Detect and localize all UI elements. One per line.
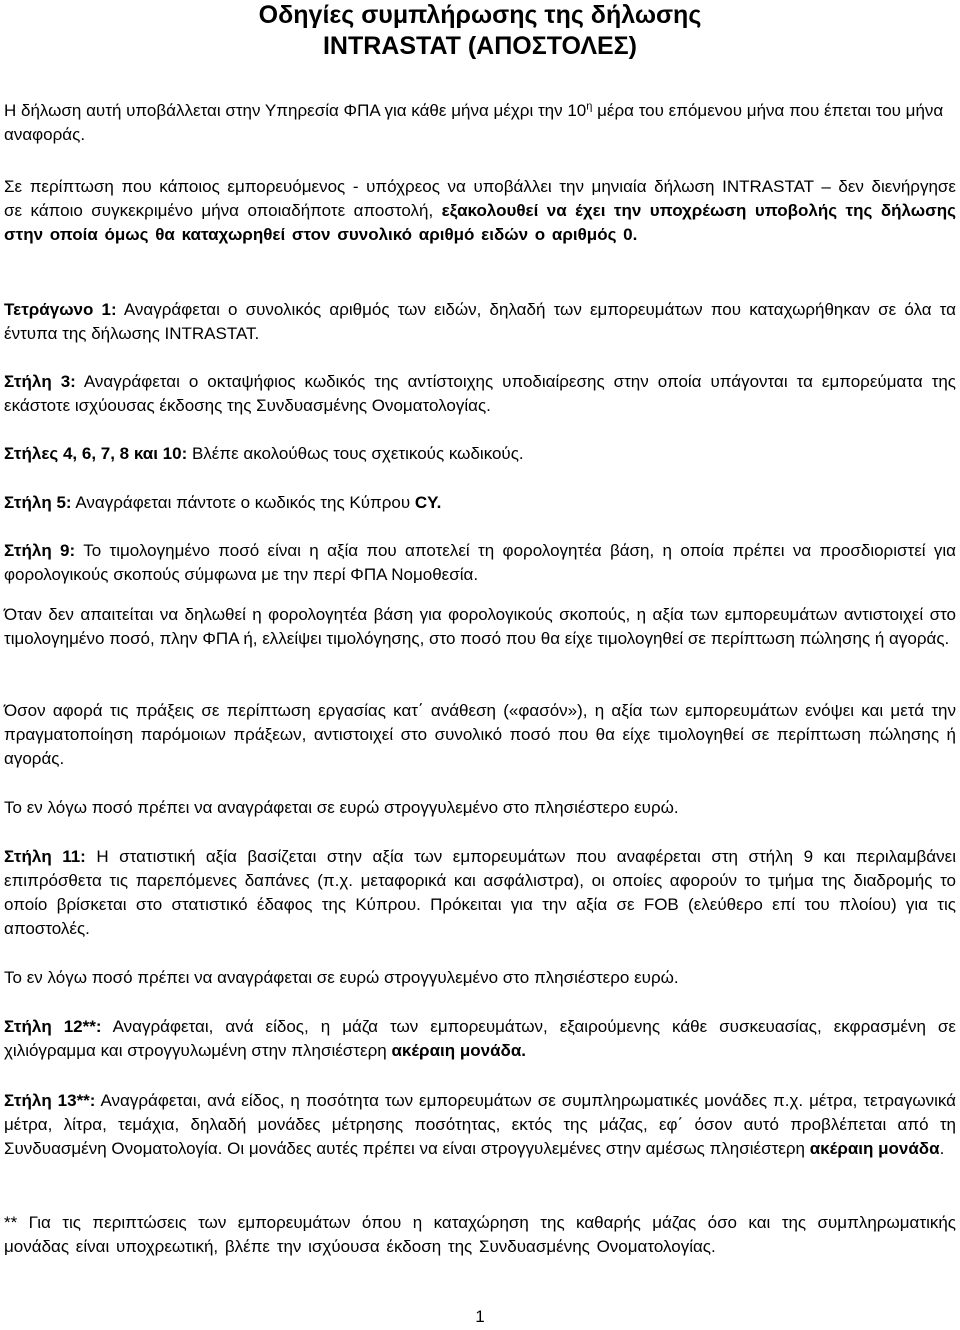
col11-text: Η στατιστική αξία βασίζεται στην αξία των εμπορευμάτων που αναφέρεται στη στήλη 9 και περιλαμβάνει επιπρόσθετα τις παρεπόμενες δαπάνες (π.χ. μεταφορικά και ασφάλιστρα), οι οποίες αφορούν το τμήμα της διαδρομής το οποίο βρίσκεται στο στατιστικό έδαφος της Κύπρου. Πρόκειται για την αξία σε FOB (ελεύθερο επί του πλοίου) για τις αποστολές. [4,847,956,938]
document-title-line1: Οδηγίες συμπλήρωσης της δήλωσης [258,1,702,29]
intro-superscript: η [586,100,593,113]
col5-text: Αναγράφεται πάντοτε ο κωδικός της Κύπρου [71,493,415,512]
col3-text: Αναγράφεται ο οκταψήφιος κωδικός της αντίστοιχης υποδιαίρεσης στην οποία υπάγονται τα εμπορεύματα της εκάστοτε ισχύουσας έκδοσης της Συνδυασμένης Ονοματολογίας. [4,372,956,415]
col3-label: Στήλη 3: [4,372,76,391]
col12-label: Στήλη 12**: [4,1017,102,1036]
cols-misc-label: Στήλες 4, 6, 7, 8 και 10: [4,444,188,463]
col12-paragraph [4,1015,956,1063]
col9-label: Στήλη 9: [4,541,76,560]
nil-declaration-bold: εξακολουθεί να έχει την υποχρέωση υποβολής της δήλωσης στην οποία όμως θα καταχωρηθεί στον συνολικό αριθμό ειδών ο αριθμός 0. [4,201,956,244]
col13-text: Αναγράφεται, ανά είδος, η ποσότητα των εμπορευμάτων σε συμπληρωματικές μονάδες π.χ. μέτρα, τετραγωνικά μέτρα, λίτρα, τεμάχια, δηλαδή μονάδες μέτρησης ποσότητας, εκτός της μάζας, εφ΄ όσον αυτό προβλέπεται από τη Συνδυασμένη Ονοματολογία. Οι μονάδες αυτές πρέπει να είναι στρογγυλεμένες στην αμέσως πλησιέστερη [4,1091,956,1158]
col11-label: Στήλη 11: [4,847,86,866]
col13-tail: . [939,1139,945,1158]
page-number: 1 [475,1307,485,1326]
box1-paragraph [4,298,956,346]
col9-note3-paragraph: Το εν λόγω ποσό πρέπει να αναγράφεται σε ευρώ στρογγυλεμένο στο πλησιέστερο ευρώ. [4,798,679,817]
col9-note2-paragraph: Όσον αφορά τις πράξεις σε περίπτωση εργασίας κατ΄ ανάθεση («φασόν»), η αξία των εμπορευμάτων ενόψει και μετά την πραγματοποίηση παρόμοιων πράξεων, αντιστοιχεί στο συνολικό ποσό που θα είχε τιμολογηθεί σε περίπτωση πώλησης ή αγοράς. [4,701,956,768]
col9-paragraph [4,539,956,587]
intro-text: Η δήλωση αυτή υποβάλλεται στην Υπηρεσία ΦΠΑ για κάθε μήνα μέχρι την 10 [4,101,587,120]
col12-bold-end: ακέραιη μονάδα. [391,1041,527,1060]
col13-bold-end: ακέραιη μονάδα [809,1139,940,1158]
document-title-line2: INTRASTAT (ΑΠΟΣΤΟΛΕΣ) [322,32,638,60]
intro-text-end: μέρα του επόμενου μήνα που έπεται του μήνα αναφοράς. [4,101,944,144]
col9-text: Το τιμολογημένο ποσό είναι η αξία που αποτελεί τη φορολογητέα βάση, η οποία πρέπει να προσδιοριστεί για φορολογικούς σκοπούς σύμφωνα με την περί ΦΠΑ Νομοθεσία. [4,541,957,584]
box1-label: Τετράγωνο 1: [4,300,117,319]
col5-label: Στήλη 5: [4,493,72,512]
cols-misc-paragraph [4,442,956,466]
cols-misc-text: Βλέπε ακολούθως τους σχετικούς κωδικούς. [187,444,524,463]
box1-text: Αναγράφεται ο συνολικός αριθμός των ειδών, δηλαδή των εμπορευμάτων που καταχωρήθηκαν σε όλα τα έντυπα της δήλωσης INTRASTAT. [4,300,956,343]
footnote-paragraph: ** Για τις περιπτώσεις των εμπορευμάτων όπου η καταχώρηση της καθαρής μάζας όσο και της συμπληρωματικής μονάδας είναι υποχρεωτική, βλέπε την ισχύουσα έκδοση της Συνδυασμένης Ονοματολογίας. [4,1213,956,1256]
col12-text: Αναγράφεται, ανά είδος, η μάζα των εμπορευμάτων, εξαιρούμενης κάθε συσκευασίας, εκφρασμένη σε χιλιόγραμμα και στρογγυλωμένη στην πλησιέστερη [4,1017,956,1060]
col13-label: Στήλη 13**: [4,1091,96,1110]
col11-note-paragraph: Το εν λόγω ποσό πρέπει να αναγράφεται σε ευρώ στρογγυλεμένο στο πλησιέστερο ευρώ. [4,968,679,987]
col3-paragraph [4,370,956,418]
col5-country-code: CY. [414,493,442,512]
col11-paragraph [4,845,956,941]
intro-paragraph [4,99,956,147]
col9-note1-paragraph: Όταν δεν απαιτείται να δηλωθεί η φορολογητέα βάση για φορολογικούς σκοπούς, η αξία των εμπορευμάτων αντιστοιχεί στο τιμολογημένο ποσό, πλην ΦΠΑ ή, ελλείψει τιμολόγησης, στο ποσό που θα είχε τιμολογηθεί σε περίπτωση πώλησης ή αγοράς. [4,605,956,648]
col5-paragraph [4,491,956,515]
col13-paragraph [4,1089,956,1161]
nil-declaration-paragraph [4,175,956,247]
nil-declaration-text: Σε περίπτωση που κάποιος εμπορευόμενος - υπόχρεος να υποβάλλει την μηνιαία δήλωση INTRASTAT – δεν διενήργησε σε κάποιο συγκεκριμένο μήνα οποιαδήποτε αποστολή, [4,177,956,220]
